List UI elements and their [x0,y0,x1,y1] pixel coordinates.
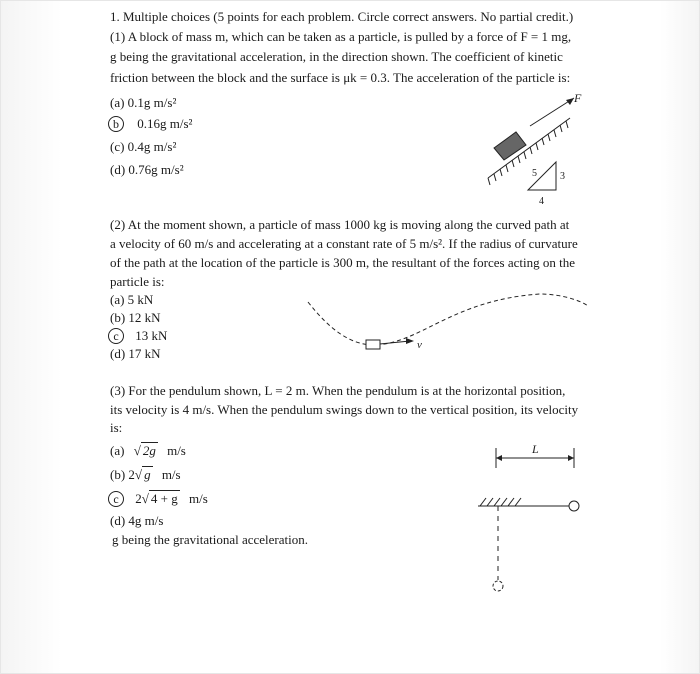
velocity-arrow-line [380,341,410,344]
q3-option-a[interactable] [110,442,186,460]
q1-incline-figure [470,90,610,210]
particle [366,340,380,349]
sqrt-icon: √ [134,467,143,482]
q3-option-b[interactable] [110,466,181,484]
q2-option-b[interactable]: (b) 12 kN [110,310,161,325]
sqrt-icon: √ [141,491,149,506]
velocity-arrowhead [406,338,414,344]
q1-option-b-circle: b [108,116,124,132]
slope-4: 4 [539,196,544,207]
q1-option-b-text: 0.16g m/s² [137,116,193,131]
dim-arrow-left [496,455,502,461]
q2-line1: (2) At the moment shown, a particle of mass 1000 kg is moving along the curved path at [110,217,570,232]
force-arrowhead [566,98,574,105]
q1-line1: (1) A block of mass m, which can be taken as a particle, is pulled by a force of F = 1 mg, [110,29,572,44]
q2-option-d[interactable]: (d) 17 kN [110,346,161,361]
q1-option-b[interactable] [108,115,192,133]
q3-option-a-radicand: 2g [142,443,156,458]
force-label: F [574,91,582,105]
q3-pendulum-figure [470,440,580,600]
curved-path [308,294,588,345]
q3-option-c-unit: m/s [188,491,208,506]
q2-path-figure [300,290,590,360]
length-label: L [532,442,539,456]
q3-option-d[interactable]: (d) 4g m/s [110,513,164,528]
q1-line3: friction between the block and the surface is μk = 0.3. The acceleration of the particle is: [110,70,571,85]
section-header: 1. Multiple choices (5 points for each problem. Circle correct answers. No partial credit.) [110,9,574,24]
block [494,132,526,160]
q3-line2: its velocity is 4 m/s. When the pendulum swings down to the vertical position, its velocity [110,402,579,417]
q3-option-c[interactable] [108,490,208,508]
pendulum-bob [569,501,579,511]
q3-option-a-unit: m/s [167,443,186,458]
q1-option-a[interactable]: (a) 0.1g m/s² [110,95,177,110]
q3-line1: (3) For the pendulum shown, L = 2 m. When the pendulum is at the horizontal position, [110,383,566,398]
q2-option-c-text: 13 kN [135,328,168,343]
q1-option-d[interactable]: (d) 0.76g m/s² [110,162,184,177]
q1-option-c[interactable]: (c) 0.4g m/s² [110,139,177,154]
q3-line3: is: [110,420,123,435]
q2-option-c[interactable] [108,327,167,345]
q3-option-b-unit: m/s [161,467,181,482]
q3-option-c-prefix: 2 [135,491,142,506]
q3-note: g being the gravitational acceleration. [112,532,308,547]
q2-line2: a velocity of 60 m/s and accelerating at a constant rate of 5 m/s². If the radius of curvature [110,236,578,251]
q2-line4: particle is: [110,274,165,289]
bob-vertical-position [493,581,503,591]
q3-option-c-circle: c [108,491,124,507]
slope-5: 5 [532,168,537,179]
q3-option-a-prefix: (a) [110,443,125,458]
q3-option-b-radicand: g [144,467,151,482]
ceiling-hatching [480,498,521,506]
q2-option-a[interactable]: (a) 5 kN [110,292,154,307]
q3-option-c-radicand: 4 + g [150,491,178,506]
q3-option-b-prefix: (b) 2 [110,467,135,482]
sqrt-icon: √ [133,443,141,458]
q1-line2: g being the gravitational acceleration, in the direction shown. The coefficient of kinetic [110,49,563,64]
dim-arrow-right [568,455,574,461]
q2-line3: of the path at the location of the particle is 300 m, the resultant of the forces acting on the [110,255,575,270]
velocity-label: v [417,339,422,351]
force-arrow-line [530,98,574,126]
q2-option-c-circle: c [108,328,124,344]
slope-3: 3 [560,171,565,182]
